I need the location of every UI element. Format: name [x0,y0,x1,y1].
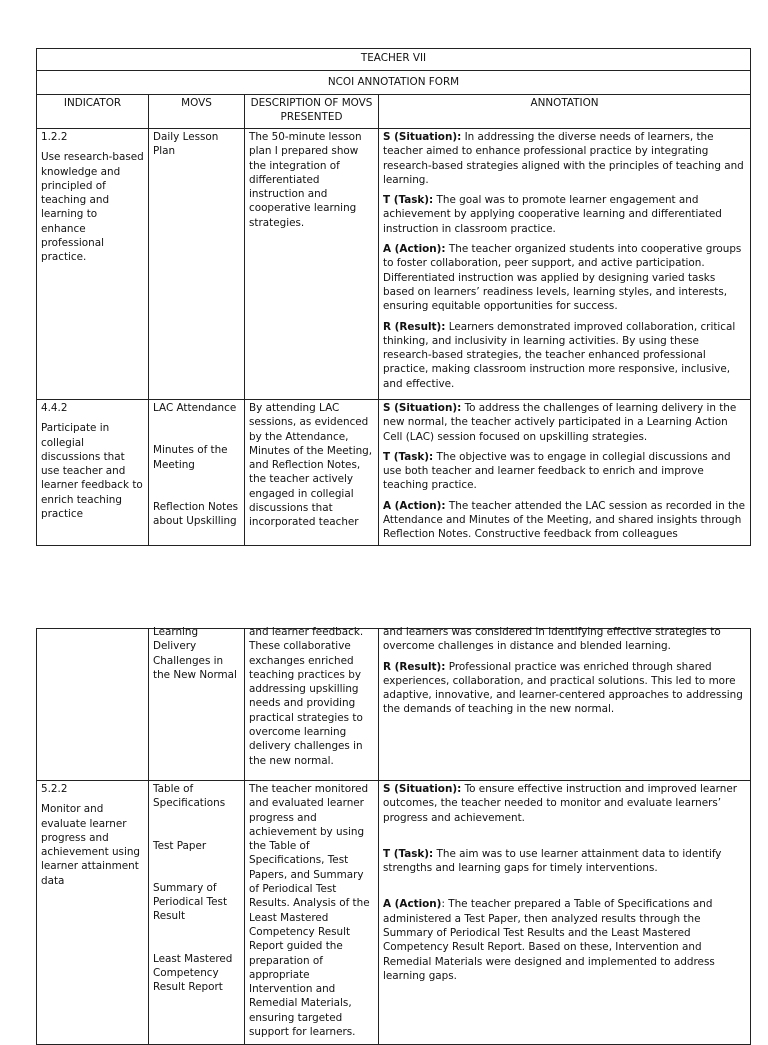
indicator-cell [37,400,149,546]
form-title: TEACHER VII [37,49,750,71]
table-row [37,629,751,781]
situation-text: In addressing the diverse needs of learners, the teacher aimed to enhance professional practice by integrating research-based strategies aligned with the principles of teaching and learning. [383,131,744,186]
annotation-result [383,320,746,391]
indicator-code: 4.4.2 [41,402,68,414]
annotation-cell [379,400,751,546]
annotation-cell [379,626,751,781]
form-subtitle: NCOI ANNOTATION FORM [327,76,460,88]
movs-item: Table of Specifications [153,783,226,810]
table-row [37,400,751,546]
header-indicator: INDICATOR [37,95,149,129]
description-text: By attending LAC sessions, as evidenced by the Attendance, Minutes of the Meeting, and Reflection Notes, the teacher actively engaged in collegial discussions that incorporated teacher [249,402,373,529]
indicator-code: 5.2.2 [41,783,68,795]
indicator-text: Use research-based knowledge and principled of teaching and learning to enhance professional practice. [41,151,144,264]
movs-item: Test Paper [153,839,207,852]
action-label: A (Action) [383,898,442,911]
movs-cell [149,129,245,400]
annotation-task [383,847,746,876]
action-text: The teacher attended the LAC session as recorded in the Attendance and Minutes of the Meeting, and shared insights through Reflection Notes. Constructive feedback from colleagues [383,499,746,541]
title-row [37,49,751,95]
task-label: T (Task): [383,847,434,860]
action-label: A (Action): [383,499,446,512]
indicator-text: Monitor and evaluate learner progress and achievement using learner attainment data [41,803,141,887]
task-text: The aim was to use learner attainment data to identify strengths and learning gaps for timely interventions. [383,847,722,875]
result-text: Professional practice was enriched through shared experiences, collaboration, and practical solutions. This led to more adaptive, innovative, and learner-centered approaches to addressing the demands of teaching in the new normal. [383,660,743,716]
description-text: and learner feedback. These collaborative exchanges enriched teaching practices by addressing upskilling needs and providing practical strategies to overcome learning delivery challenges in the new normal. [249,626,364,767]
movs-item: Least Mastered Competency Result Report [153,952,233,994]
table-row [37,781,751,1045]
task-text: The goal was to promote learner engagement and achievement by applying cooperative learning and differentiated instruction in classroom practice. [383,194,722,235]
description-text: The teacher monitored and evaluated learner progress and achievement by using the Table of Specifications, Test Papers, and Summary of Periodical Test Results. Analysis of the Least Mastered Competency Result Report guided the preparation of appropriate Intervention and Remedial Materials, ensuring targeted support for learners. [249,783,370,1039]
header-description: DESCRIPTION OF MOVS PRESENTED [245,95,379,129]
description-text: The 50-minute lesson plan I prepared show the integration of differentiated instruction and cooperative learning strategies. [249,131,362,229]
movs-item: Minutes of the Meeting [153,444,228,471]
result-label: R (Result): [383,660,446,673]
annotation-task [383,193,746,236]
situation-label: S (Situation): [383,402,462,414]
action-label: A (Action): [383,243,446,256]
form-page-2 [36,626,750,1039]
movs-item: Summary of Periodical Test Result [153,881,228,923]
annotation-action [383,499,746,542]
form-page-1 [36,48,750,546]
situation-text: To address the challenges of learning delivery in the new normal, the teacher actively participated in a Learning Action Cell (LAC) session focused on upskilling strategies. [383,402,737,443]
action-text: The teacher organized students into cooperative groups to foster collaboration, peer support, and active participation. Differentiated instruction was applied by designing varied tasks based on learners’ readiness levels, learning styles, and interests, ensuring equitable opportunities for success. [383,243,742,313]
indicator-cell [37,129,149,400]
movs-cell [149,626,245,781]
task-text: The objective was to engage in collegial discussions and use both teacher and learner feedback to enrich and improve teaching practice. [383,450,731,492]
task-label: T (Task): [383,194,434,207]
task-label: T (Task): [383,450,434,463]
annotation-table-2 [36,628,751,1045]
annotation-action-continued: and learners was considered in identifying effective strategies to overcome challenges in distance and blended learning. [383,626,721,653]
movs-item: Daily Lesson Plan [153,131,219,158]
indicator-cell [37,629,149,781]
indicator-code: 1.2.2 [41,131,68,143]
indicator-text: Participate in collegial discussions that use teacher and learner feedback to enrich teaching practice [41,422,143,521]
header-row [37,95,751,129]
annotation-result [383,660,746,717]
form-title-cell [37,49,751,95]
result-text: Learners demonstrated improved collaboration, critical thinking, and inclusivity in learning activities. By using these research-based strategies, the teacher enhanced professional practice, making classroom instruction more responsive, inclusive, and effective. [383,320,736,390]
header-annotation: ANNOTATION [379,95,751,129]
annotation-action [383,897,746,983]
action-text: : The teacher prepared a Table of Specifications and administered a Test Paper, then analyzed results through the Summary of Periodical Test Results and the Least Mastered Competency Result Report. Based on these, Intervention and Remedial Materials were designed and implemented to address learning gaps. [383,898,715,982]
header-movs: MOVS [149,95,245,129]
indicator-cell [37,781,149,1045]
description-cell [245,781,379,1045]
annotation-action [383,242,746,313]
movs-item: LAC Attendance [153,402,237,414]
annotation-cell [379,781,751,1045]
annotation-task [383,450,746,493]
description-cell [245,400,379,546]
movs-item: Reflection Notes about Upskilling [153,500,239,528]
table-row [37,129,751,400]
situation-label: S (Situation): [383,131,462,143]
movs-item: Learning Delivery Challenges in the New Normal [153,626,237,681]
annotation-situation [383,130,746,187]
description-cell [245,626,379,781]
situation-label: S (Situation): [383,783,462,795]
situation-text: To ensure effective instruction and improved learner outcomes, the teacher needed to monitor and evaluate learners’ progress and achievement. [383,783,737,824]
movs-cell [149,781,245,1045]
result-label: R (Result): [383,320,446,333]
annotation-table-1 [36,48,751,546]
description-cell [245,129,379,400]
annotation-situation [383,782,746,825]
annotation-situation [383,401,746,444]
movs-cell [149,400,245,546]
annotation-cell [379,129,751,400]
